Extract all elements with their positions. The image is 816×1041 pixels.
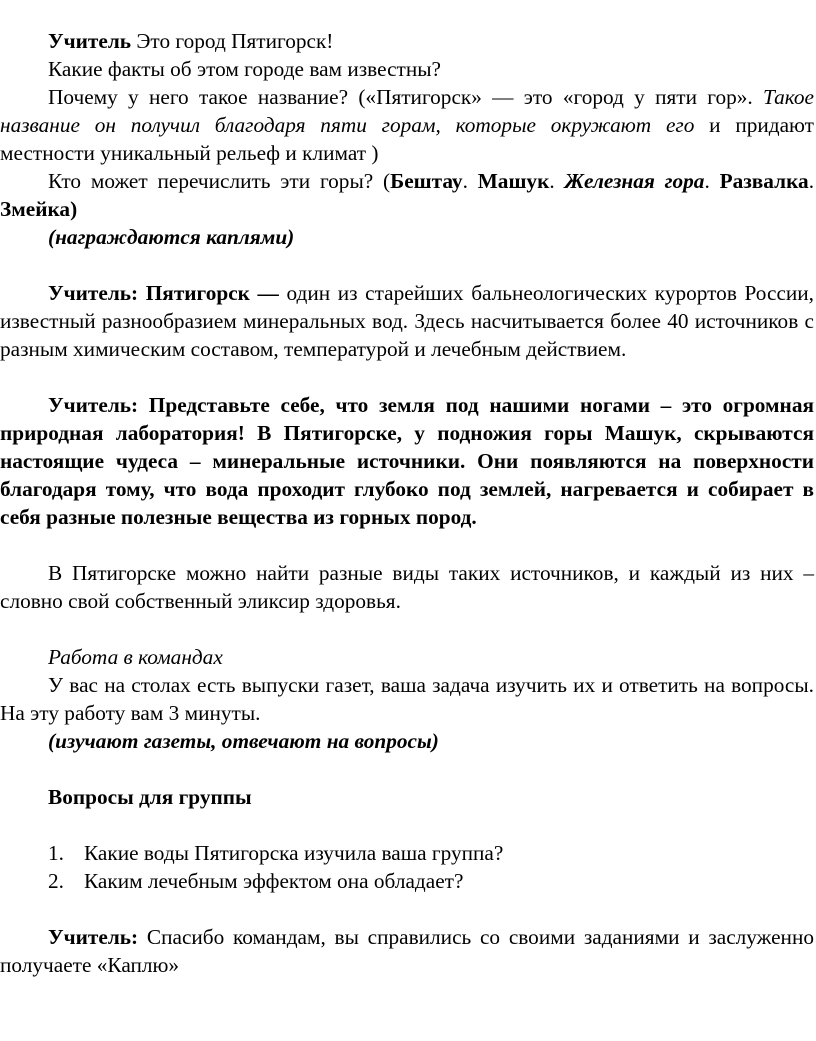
questions-heading: Вопросы для группы: [48, 785, 252, 809]
question-list-item: [48, 867, 463, 895]
intro-question: Почему у него такое название? («Пятигорск» — это «город у пяти гор».: [48, 85, 753, 109]
intro-mountains-question: Кто может перечислить эти горы? (Бештау. Машук. Железная гора. Развалка. Змейка): [0, 169, 815, 221]
intro-paragraph-3: [0, 83, 814, 167]
mountain-1: Бештау: [390, 169, 463, 193]
mountain-4: Развалка: [719, 169, 809, 193]
resort-text: один из старейших бальнеологических курортов России, известный разнообразием минеральных вод. Здесь насчитывается более 40 источников с разным химическим составом, температурой и лечебным действием.: [0, 281, 815, 361]
speaker-label: Учитель: [48, 29, 132, 53]
mountain-5: Змейка): [0, 197, 78, 221]
list-number: 2.: [48, 869, 64, 893]
intro-rest: и придают местности уникальный рельеф и климат ): [0, 113, 814, 165]
mountain-3: Железная гора: [564, 169, 705, 193]
list-text: Какие воды Пятигорска изучила ваша группа?: [84, 841, 504, 865]
resort-paragraph: [0, 279, 814, 363]
resort-speaker: Учитель: Пятигорск —: [48, 281, 279, 305]
intro-line-1: [0, 27, 814, 55]
teams-note: (изучают газеты, отвечают на вопросы): [48, 729, 439, 753]
closing-paragraph: [0, 923, 814, 979]
intro-note: (награждаются каплями): [48, 225, 295, 249]
closing-speaker: Учитель:: [48, 925, 139, 949]
closing-text: Спасибо командам, вы справились со своими заданиями и заслуженно получаете «Каплю»: [0, 925, 814, 977]
intro-italic-explanation: Такое название он получил благодаря пяти горам, которые окружают его: [0, 85, 814, 137]
springs-paragraph: В Пятигорске можно найти разные виды таких источников, и каждый из них – словно свой собственный эликсир здоровья.: [0, 561, 814, 613]
mountain-2: Машук: [477, 169, 550, 193]
intro-line-2: Какие факты об этом городе вам известны?: [48, 57, 441, 81]
teams-heading: Работа в командах: [48, 645, 223, 669]
intro-text: Это город Пятигорск!: [131, 29, 334, 53]
list-text: Каким лечебным эффектом она обладает?: [84, 869, 464, 893]
list-number: 1.: [48, 841, 64, 865]
teams-paragraph: У вас на столах есть выпуски газет, ваша задача изучить их и ответить на вопросы. На эту работу вам 3 минуты.: [0, 673, 814, 725]
lab-paragraph: Учитель: Представьте себе, что земля под нашими ногами – это огромная природная лаборатория! В Пятигорске, у подножия горы Машук, скрываются настоящие чудеса – минеральные источники. Они появляются на поверхности благодаря тому, что вода проходит глубоко под землей, нагревается и собирает в себя разные полезные вещества из горных пород.: [0, 393, 814, 529]
mountains-question: Кто может перечислить эти горы? (: [48, 169, 391, 193]
question-list-item: [48, 839, 503, 867]
